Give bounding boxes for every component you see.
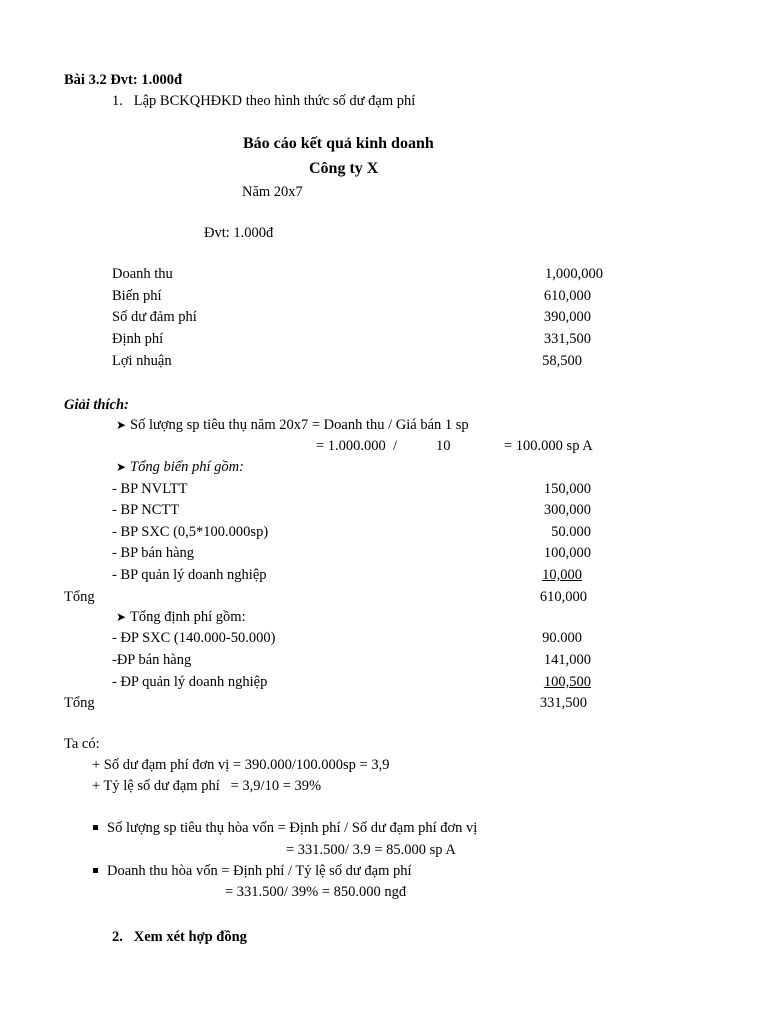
report-row-value: 390,000 (543, 309, 591, 325)
fixed-cost-item: -ĐP bán hàng (112, 652, 192, 668)
section-2-heading: 2. Xem xét hợp đồng (112, 929, 247, 945)
report-row-value: 331,500 (543, 331, 591, 347)
qty-sold-formula: Số lượng sp tiêu thụ năm 20x7 = Doanh thu / Giá bán 1 sp (130, 417, 469, 433)
ratios-intro: Ta có: (64, 736, 100, 752)
breakeven-qty-formula: Số lượng sp tiêu thụ hòa vốn = Định phí / Số dư đạm phí đơn vị (107, 820, 478, 836)
qty-sold-calc-b: 10 (436, 438, 451, 454)
report-row: Biến phí (112, 288, 162, 304)
fixed-cost-item: - ĐP SXC (140.000-50.000) (112, 630, 276, 646)
exercise-title: Bài 3.2 Đvt: 1.000đ (64, 72, 183, 88)
unit-contribution-margin: + Số dư đạm phí đơn vị = 390.000/100.000sp = 3,9 (92, 757, 390, 773)
fixed-cost-value: 141,000 (543, 652, 591, 668)
qty-sold-calc-a: = 1.000.000 / (316, 438, 398, 454)
square-bullet-icon (93, 825, 98, 830)
variable-cost-value: 50.000 (551, 524, 591, 540)
variable-cost-item: - BP NCTT (112, 502, 180, 518)
variable-cost-value: 100,000 (543, 545, 591, 561)
fixed-total-value: 331,500 (539, 695, 587, 711)
variable-cost-item: - BP SXC (0,5*100.000sp) (112, 524, 269, 540)
variable-cost-item: - BP bán hàng (112, 545, 195, 561)
square-bullet-icon (93, 868, 98, 873)
fixed-cost-heading: Tổng định phí gồm: (130, 609, 246, 625)
breakeven-revenue-formula: Doanh thu hòa vốn = Định phí / Tỷ lệ số dư đạm phí (107, 863, 412, 879)
report-row: Lợi nhuận (112, 353, 172, 369)
variable-total-label: Tổng (64, 589, 95, 605)
variable-cost-value: 10,000 (542, 567, 582, 583)
contribution-margin-ratio: + Tỷ lệ số dư đạm phí = 3,9/10 = 39% (92, 778, 322, 794)
variable-cost-item: - BP quản lý doanh nghiệp (112, 567, 267, 583)
report-unit: Đvt: 1.000đ (204, 225, 274, 241)
report-row-value: 610,000 (543, 288, 591, 304)
fixed-cost-value: 100,500 (543, 674, 591, 690)
company-name: Công ty X (309, 160, 379, 177)
breakeven-revenue-result: = 331.500/ 39% = 850.000 ngđ (225, 884, 407, 900)
arrow-bullet-icon: ➤ (116, 610, 127, 624)
arrow-bullet-icon: ➤ (116, 418, 127, 432)
step-1-heading: 1. Lập BCKQHĐKD theo hình thức số dư đạm phí (112, 93, 416, 109)
variable-cost-item: - BP NVLTT (112, 481, 188, 497)
report-row: Định phí (112, 331, 164, 347)
fixed-cost-value: 90.000 (542, 630, 582, 646)
breakeven-qty-result: = 331.500/ 3.9 = 85.000 sp A (286, 842, 456, 858)
report-row: Số dư đảm phí (112, 309, 197, 325)
report-row: Doanh thu (112, 266, 173, 282)
fixed-cost-item: - ĐP quản lý doanh nghiệp (112, 674, 268, 690)
variable-cost-heading: Tổng biến phí gồm: (130, 459, 244, 475)
report-row-value: 58,500 (542, 353, 582, 369)
report-year: Năm 20x7 (242, 184, 303, 200)
fixed-total-label: Tổng (64, 695, 95, 711)
arrow-bullet-icon: ➤ (116, 460, 127, 474)
report-title: Báo cáo kết quả kinh doanh (243, 135, 434, 152)
report-row-value: 1,000,000 (545, 266, 603, 282)
variable-total-value: 610,000 (539, 589, 587, 605)
variable-cost-value: 300,000 (543, 502, 591, 518)
explain-heading: Giải thích: (64, 397, 129, 413)
qty-sold-calc-c: = 100.000 sp A (504, 438, 593, 454)
variable-cost-value: 150,000 (543, 481, 591, 497)
